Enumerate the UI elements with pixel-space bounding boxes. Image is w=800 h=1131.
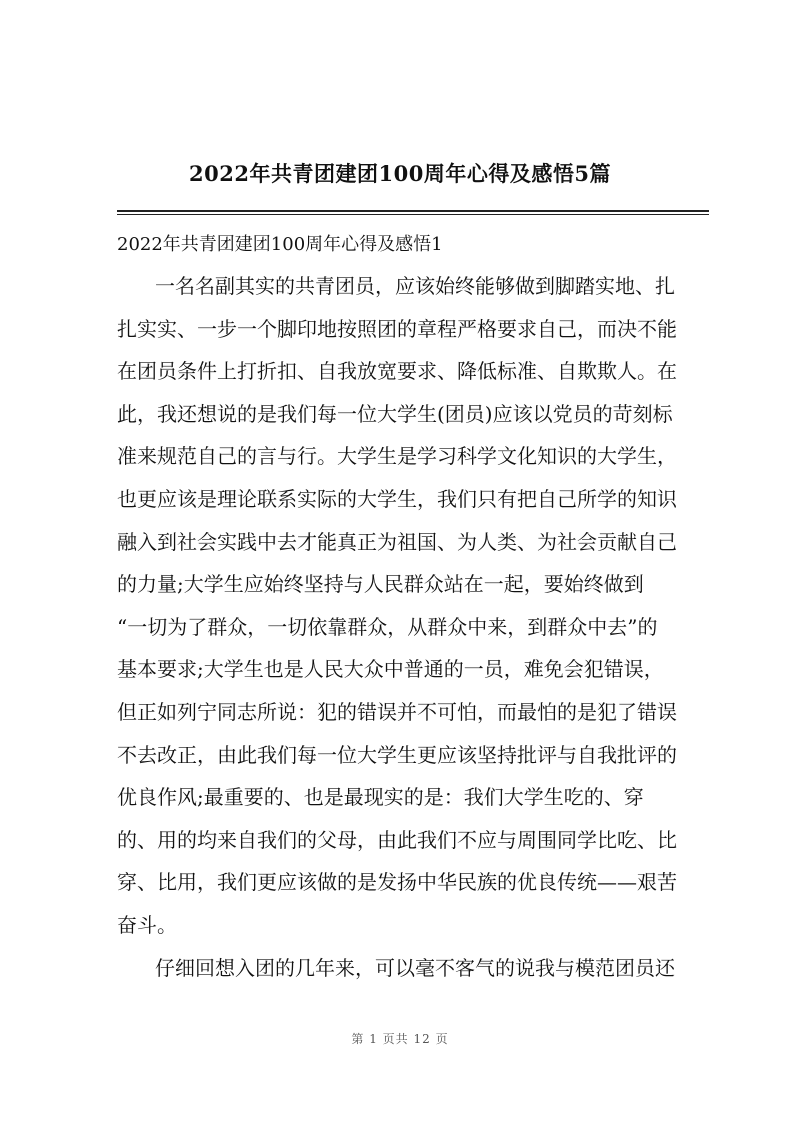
paragraph-line: 穿、比用，我们更应该做的是发扬中华民族的优良传统——艰苦 <box>117 870 677 895</box>
paragraph-line: 基本要求;大学生也是人民大众中普通的一员，难免会犯错误， <box>117 657 664 682</box>
paragraph-line: 扎实实、一步一个脚印地按照团的章程严格要求自己，而决不能 <box>117 316 677 341</box>
paragraph-line: 在团员条件上打折扣、自我放宽要求、降低标准、自欺欺人。在 <box>117 359 677 384</box>
paragraph-line: 仔细回想入团的几年来，可以毫不客气的说我与模范团员还 <box>155 955 675 980</box>
title-divider-thin <box>117 214 709 215</box>
document-title: 2022年共青团建团100周年心得及感悟5篇 <box>189 161 611 186</box>
paragraph-line: 也更应该是理论联系实际的大学生，我们只有把自己所学的知识 <box>117 486 677 511</box>
paragraph-line: 此，我还想说的是我们每一位大学生(团员)应该以党员的苛刻标 <box>117 401 673 426</box>
section-heading: 2022年共青团建团100周年心得及感悟1 <box>117 234 443 255</box>
body-text <box>117 265 709 989</box>
paragraph-line: 的、用的均来自我们的父母，由此我们不应与周围同学比吃、比 <box>117 827 677 852</box>
paragraph-line: 不去改正，由此我们每一位大学生更应该坚持批评与自我批评的 <box>117 742 677 767</box>
paragraph-line: 一名名副其实的共青团员，应该始终能够做到脚踏实地、扎 <box>155 274 675 298</box>
paragraph-line: “一切为了群众，一切依靠群众，从群众中来，到群众中去”的 <box>117 614 658 639</box>
paragraph-line: 的力量;大学生应始终坚持与人民群众站在一起，要始终做到 <box>117 572 644 597</box>
paragraph-line: 优良作风;最重要的、也是最现实的是：我们大学生吃的、穿 <box>117 785 644 810</box>
paragraph-line: 准来规范自己的言与行。大学生是学习科学文化知识的大学生， <box>117 444 677 469</box>
title-divider-thick <box>117 210 709 212</box>
paragraph-line: 融入到社会实践中去才能真正为祖国、为人类、为社会贡献自己 <box>117 529 677 554</box>
paragraph-line: 但正如列宁同志所说：犯的错误并不可怕，而最怕的是犯了错误 <box>117 699 677 724</box>
page-footer: 第 1 页共 12 页 <box>351 1032 449 1046</box>
paragraph-line: 奋斗。 <box>117 912 177 937</box>
